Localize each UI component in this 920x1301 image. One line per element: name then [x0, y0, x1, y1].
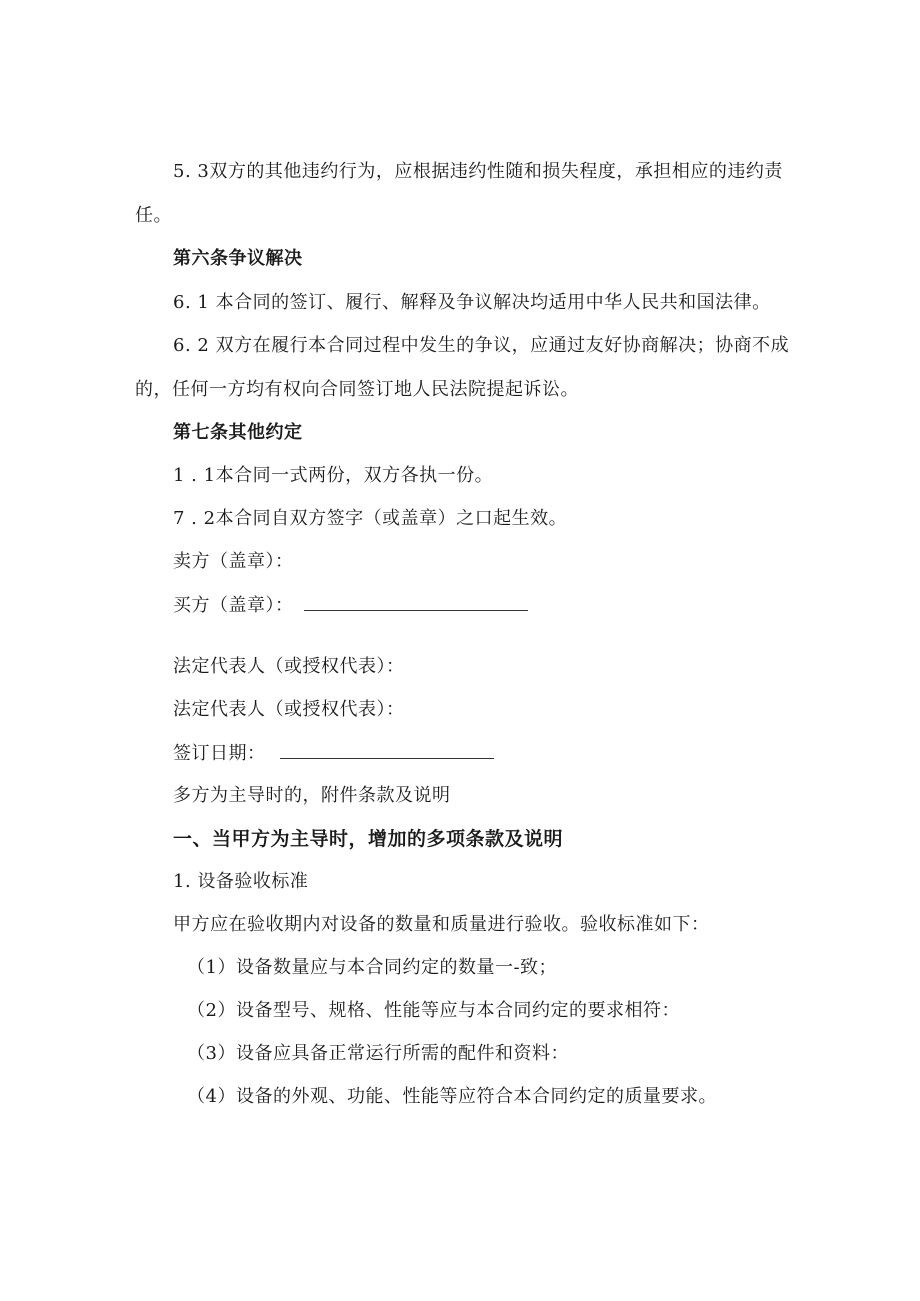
clause-6-1: 6. 1 本合同的签订、履行、解释及争议解决均适用中华人民共和国法律。: [173, 292, 771, 313]
criteria-item-2: （2）设备型号、规格、性能等应与本合同约定的要求相符：: [187, 1000, 680, 1021]
buyer-seal-label: 买方（盖章）：: [173, 595, 294, 616]
clause-5-3-line-2: 任。: [135, 205, 172, 226]
criteria-item-3: （3）设备应具备正常运行所需的配件和资料：: [187, 1043, 569, 1064]
criteria-item-1: （1）设备数量应与本合同约定的数量一-致；: [187, 957, 558, 978]
clause-5-3-line-1: 5. 3双方的其他违约行为，应根据违约性随和损失程度，承担相应的违约责: [173, 161, 783, 182]
legal-rep-label-1: 法定代表人（或授权代表）：: [173, 656, 405, 677]
sign-date-label: 签订日期：: [173, 743, 266, 764]
article-6-heading: 第六条争议解决: [173, 248, 303, 269]
item-1-title: 1. 设备验收标准: [173, 871, 309, 892]
appendix-intro: 多方为主导时的，附件条款及说明: [173, 785, 451, 806]
sign-date-row: [173, 740, 494, 767]
legal-rep-label-2: 法定代表人（或授权代表）：: [173, 699, 405, 720]
clause-6-2-line-2: 的，任何一方均有权向合同签订地人民法院提起诉讼。: [135, 379, 579, 400]
item-1-intro: 甲方应在验收期内对设备的数量和质量进行验收。验收标准如下：: [173, 914, 710, 935]
clause-6-2-line-1: 6. 2 双方在履行本合同过程中发生的争议，应通过友好协商解决；协商不成: [173, 335, 790, 356]
buyer-seal-blank-line: [304, 592, 528, 611]
buyer-seal-row: [173, 592, 528, 619]
criteria-item-4: （4）设备的外观、功能、性能等应符合本合同约定的质量要求。: [187, 1086, 717, 1107]
article-7-heading: 第七条其他约定: [173, 422, 303, 443]
clause-7-1: 1 . 1本合同一式两份，双方各执一份。: [173, 465, 494, 486]
seller-seal-label: 卖方（盖章）：: [173, 551, 294, 572]
clause-7-2: 7 . 2本合同自双方签字（或盖章）之口起生效。: [173, 508, 568, 529]
sign-date-blank-line: [280, 740, 494, 759]
appendix-section-heading: 一、当甲方为主导时，增加的多项条款及说明: [173, 828, 564, 850]
